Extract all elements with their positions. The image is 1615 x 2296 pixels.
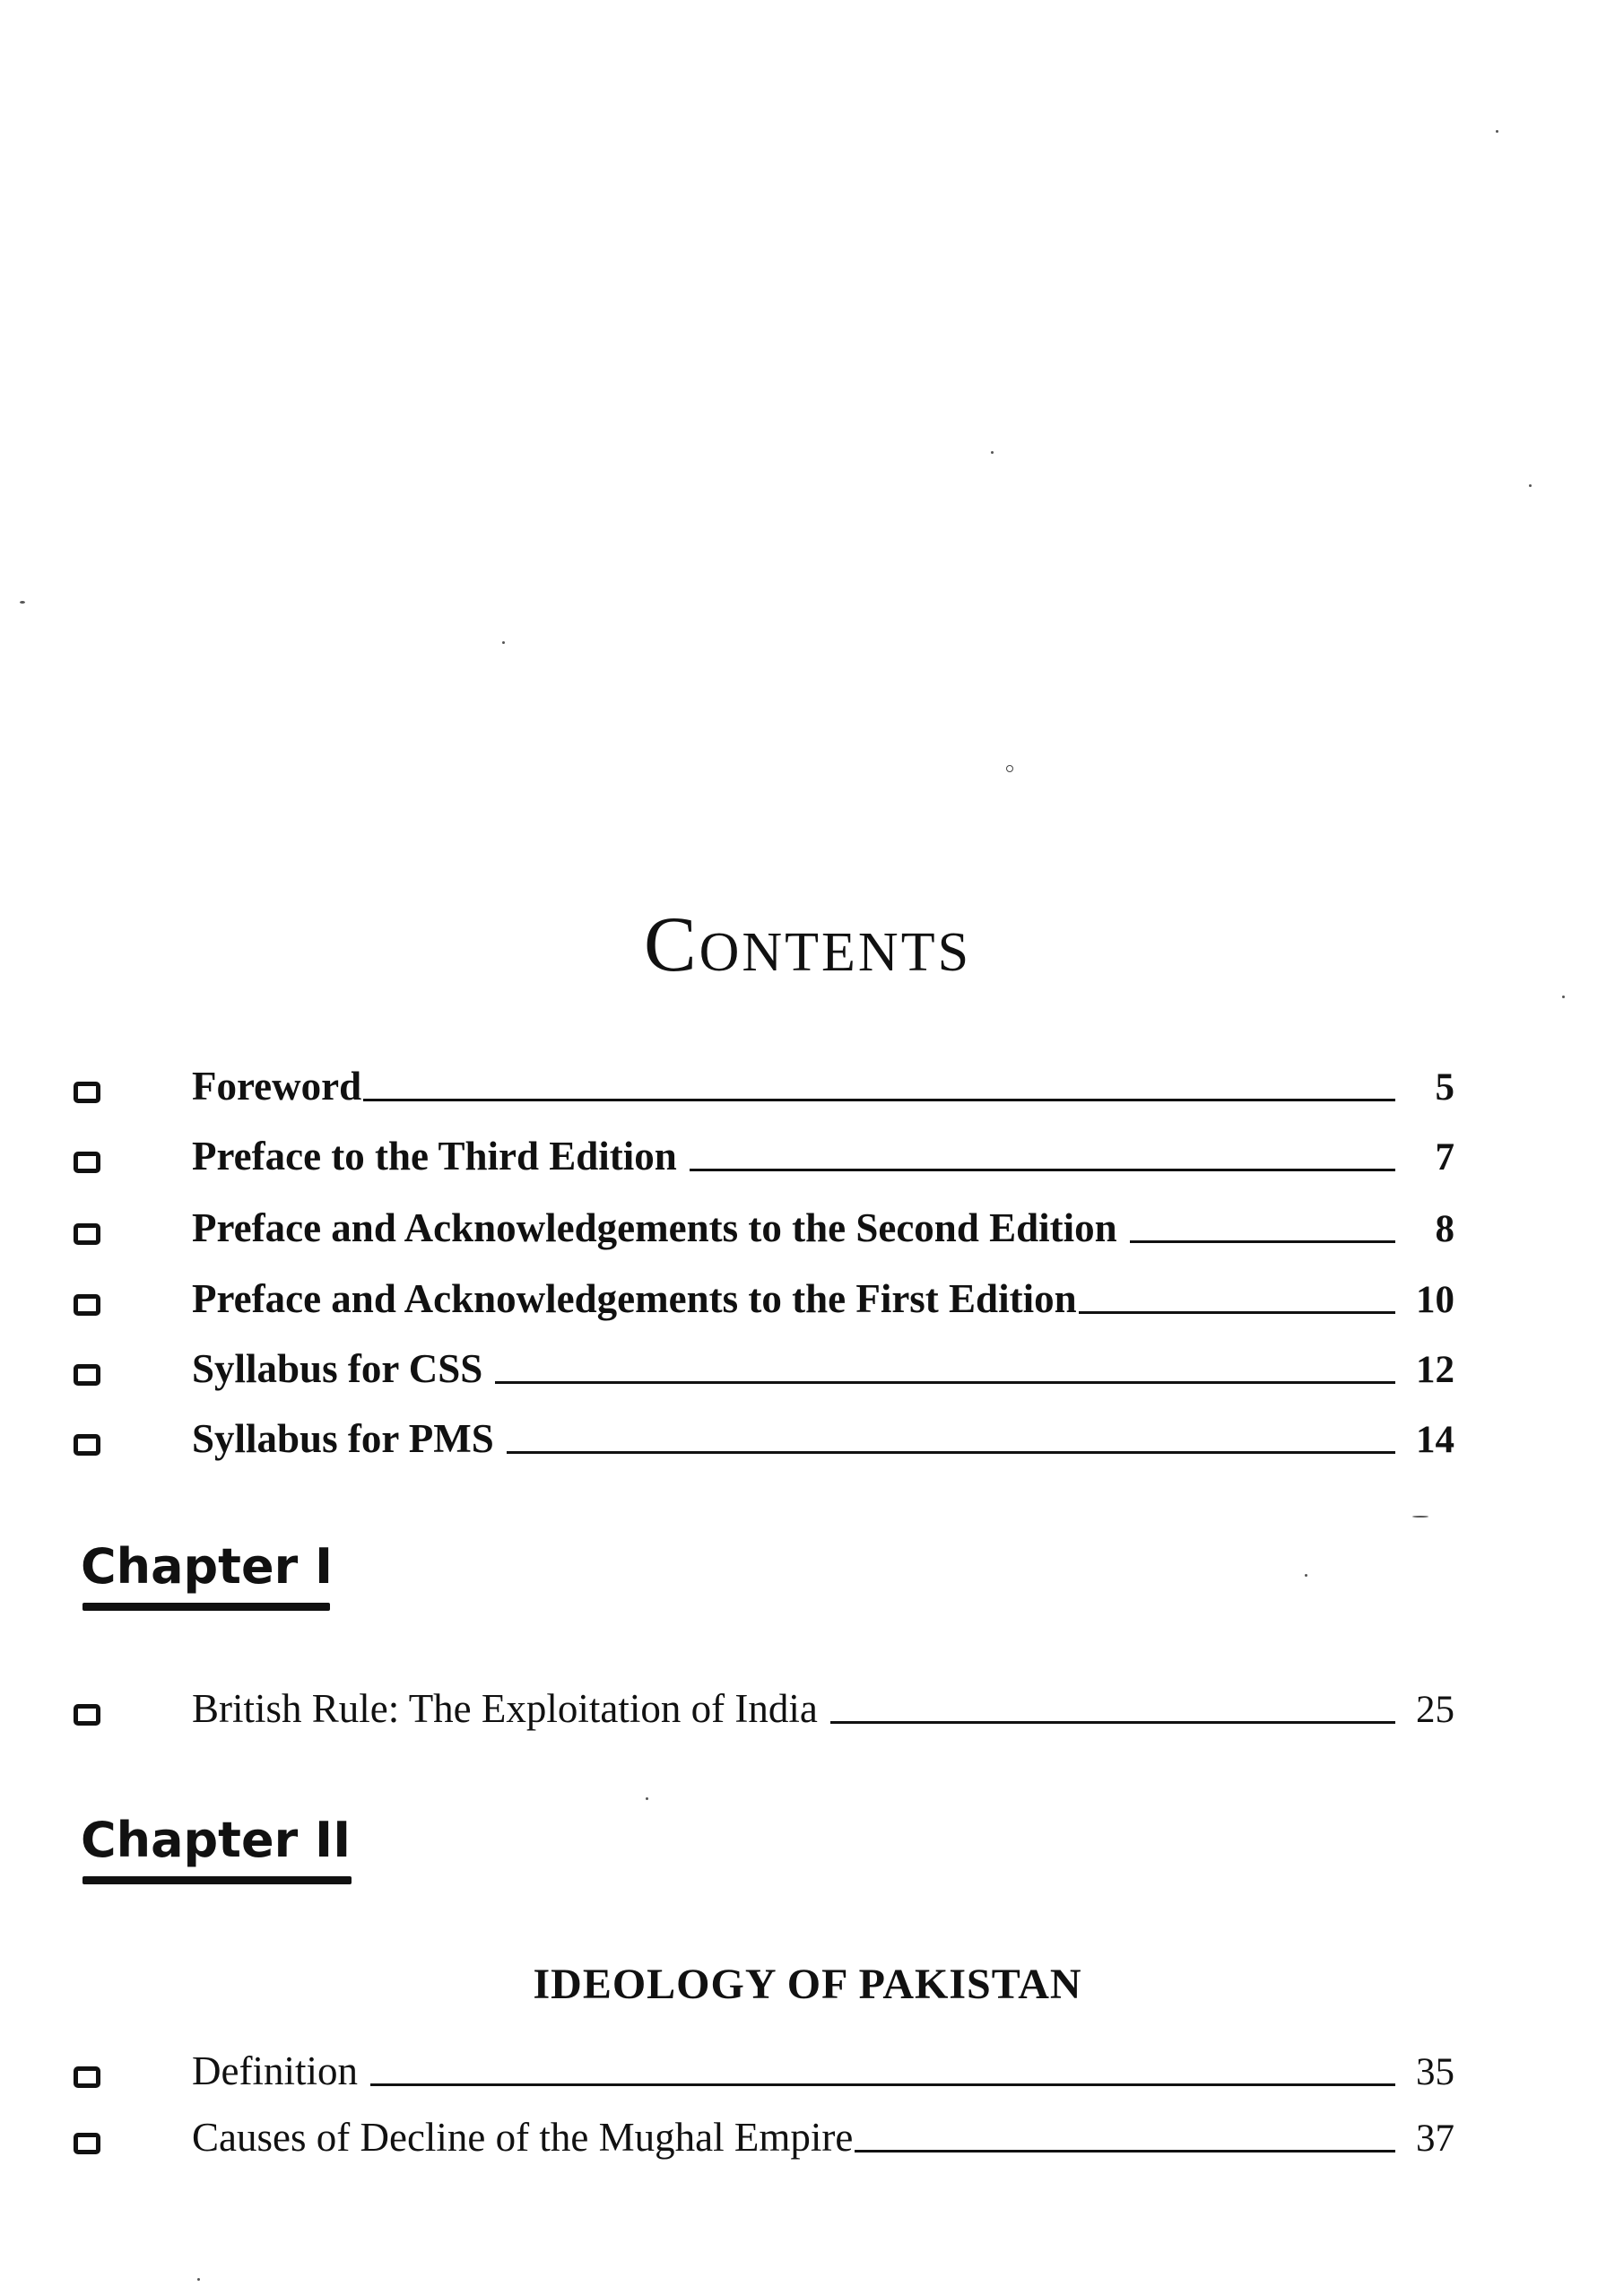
checkbox-icon — [74, 2066, 100, 2088]
scan-speck — [1562, 996, 1565, 998]
toc-entry-preface-first[interactable] — [74, 1269, 1454, 1326]
toc-page-number: 7 — [1435, 1136, 1454, 1178]
toc-page-number: 10 — [1416, 1279, 1454, 1321]
dot-leader — [495, 1381, 1395, 1384]
dot-leader — [363, 1099, 1395, 1101]
chapter-underline — [82, 1603, 330, 1611]
chapter-heading: Chapter I — [81, 1538, 334, 1595]
toc-entry-mughal-decline[interactable] — [74, 2108, 1454, 2165]
toc-page-number: 14 — [1416, 1419, 1454, 1461]
scan-speck — [1496, 130, 1498, 133]
toc-page-number: 35 — [1416, 2051, 1454, 2093]
toc-entry-preface-third[interactable] — [74, 1126, 1454, 1184]
dot-leader — [507, 1451, 1395, 1454]
scan-speck — [197, 2278, 200, 2281]
scan-speck — [646, 1797, 648, 1800]
toc-entry-label: Definition — [192, 2048, 358, 2093]
toc-entry-label: British Rule: The Exploitation of India — [192, 1686, 818, 1731]
toc-entry-label: Foreword — [192, 1064, 362, 1109]
dot-leader — [855, 2150, 1395, 2152]
toc-entry-label: Preface and Acknowledgements to the First Edition — [192, 1276, 1077, 1321]
toc-page-number: 5 — [1435, 1066, 1454, 1109]
chapter-underline — [82, 1876, 352, 1884]
checkbox-icon — [74, 1434, 100, 1456]
toc-page-number: 8 — [1435, 1208, 1454, 1250]
toc-entry-label: Syllabus for PMS — [192, 1416, 494, 1461]
checkbox-icon — [74, 1223, 100, 1245]
toc-entry-british-rule[interactable] — [74, 1679, 1454, 1736]
toc-page-number: 25 — [1416, 1689, 1454, 1731]
scan-speck — [1006, 765, 1013, 772]
toc-entry-label: Syllabus for CSS — [192, 1346, 483, 1391]
toc-entry-label: Preface and Acknowledgements to the Second Edition — [192, 1205, 1117, 1250]
checkbox-icon — [74, 1082, 100, 1103]
toc-entry-foreword[interactable] — [74, 1057, 1454, 1114]
chapter-heading: Chapter II — [81, 1812, 352, 1868]
checkbox-icon — [74, 2133, 100, 2154]
checkbox-icon — [74, 1364, 100, 1386]
dot-leader — [1079, 1311, 1395, 1314]
checkbox-icon — [74, 1294, 100, 1316]
toc-entry-syllabus-pms[interactable] — [74, 1409, 1454, 1466]
toc-entry-preface-second[interactable] — [74, 1198, 1454, 1256]
dot-leader — [1130, 1240, 1395, 1243]
toc-entry-label: Causes of Decline of the Mughal Empire — [192, 2115, 854, 2160]
scan-speck — [502, 641, 505, 644]
toc-entry-label: Preface to the Third Edition — [192, 1134, 677, 1178]
dot-leader — [370, 2083, 1395, 2086]
toc-page-number: 37 — [1416, 2118, 1454, 2160]
toc-page-number: 12 — [1416, 1349, 1454, 1391]
dot-leader — [830, 1721, 1395, 1724]
checkbox-icon — [74, 1152, 100, 1173]
dot-leader — [690, 1169, 1395, 1171]
scan-speck — [1305, 1574, 1307, 1577]
toc-entry-syllabus-css[interactable] — [74, 1339, 1454, 1396]
scan-speck — [1412, 1516, 1428, 1518]
scan-speck — [1529, 484, 1532, 487]
checkbox-icon — [74, 1704, 100, 1726]
toc-entry-definition[interactable] — [74, 2041, 1454, 2099]
scan-speck — [991, 451, 994, 454]
scan-speck — [20, 601, 25, 604]
section-heading: IDEOLOGY OF PAKISTAN — [533, 1961, 1082, 2008]
contents-title: Contents — [643, 901, 972, 988]
